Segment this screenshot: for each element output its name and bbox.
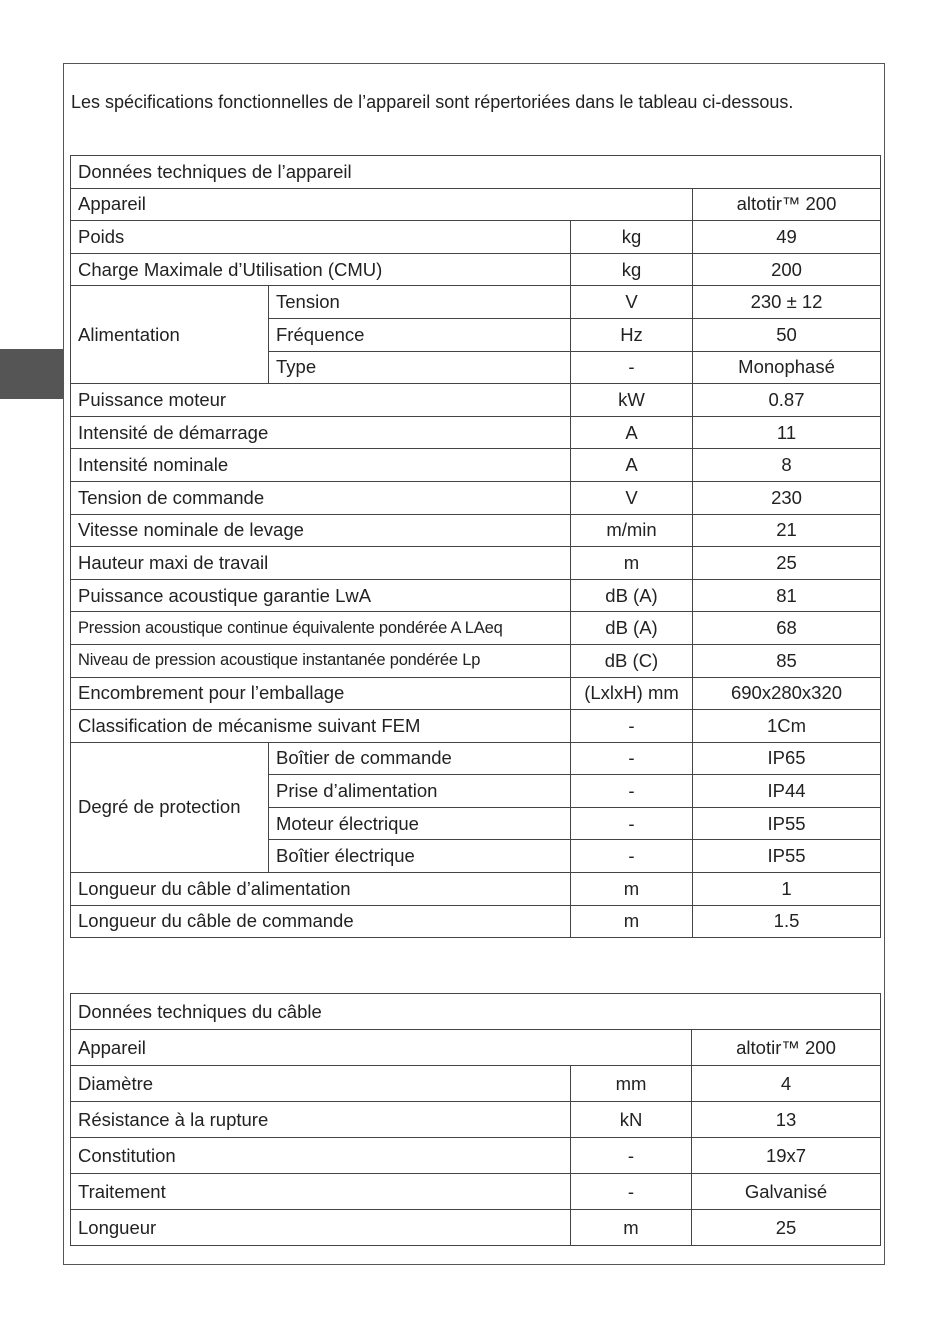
row-unit: mm bbox=[571, 1066, 692, 1102]
table-row bbox=[71, 449, 881, 482]
section-tab-marker bbox=[0, 349, 64, 399]
row-label: Tension de commande bbox=[71, 481, 571, 514]
row-unit: - bbox=[571, 807, 693, 840]
row-unit: kg bbox=[571, 221, 693, 254]
table-row bbox=[71, 416, 881, 449]
table-row bbox=[71, 677, 881, 710]
table-row bbox=[71, 481, 881, 514]
row-unit: kN bbox=[571, 1102, 692, 1138]
row-unit: - bbox=[571, 710, 693, 743]
row-unit: dB (C) bbox=[571, 644, 693, 677]
row-label: Constitution bbox=[71, 1138, 571, 1174]
row-unit: - bbox=[571, 840, 693, 873]
table-row bbox=[71, 1102, 881, 1138]
row-value: 25 bbox=[693, 547, 881, 580]
row-unit: - bbox=[571, 1138, 692, 1174]
row-unit: m bbox=[571, 547, 693, 580]
table-row bbox=[71, 612, 881, 645]
row-unit: V bbox=[571, 286, 693, 319]
row-value: IP55 bbox=[693, 840, 881, 873]
table-row bbox=[71, 1174, 881, 1210]
row-label: Charge Maximale d’Utilisation (CMU) bbox=[71, 253, 571, 286]
row-value: 19x7 bbox=[692, 1138, 881, 1174]
table-title: Données techniques du câble bbox=[71, 994, 881, 1030]
row-label: Diamètre bbox=[71, 1066, 571, 1102]
device-specs-table bbox=[70, 155, 881, 938]
row-label: Puissance moteur bbox=[71, 384, 571, 417]
header-value: altotir™ 200 bbox=[693, 188, 881, 221]
row-unit: - bbox=[571, 351, 693, 384]
row-label: Longueur du câble d’alimentation bbox=[71, 873, 571, 906]
intro-text: Les spécifications fonctionnelles de l’appareil sont répertoriées dans le tableau ci-dessous. bbox=[71, 92, 794, 112]
row-value: 200 bbox=[693, 253, 881, 286]
table-row bbox=[71, 742, 881, 775]
row-label: Longueur bbox=[71, 1210, 571, 1246]
row-unit: kW bbox=[571, 384, 693, 417]
row-label: Classification de mécanisme suivant FEM bbox=[71, 710, 571, 743]
row-label: Tension bbox=[269, 286, 571, 319]
row-unit: dB (A) bbox=[571, 579, 693, 612]
table-row bbox=[71, 384, 881, 417]
row-value: 1Cm bbox=[693, 710, 881, 743]
row-label: Type bbox=[269, 351, 571, 384]
row-unit: m/min bbox=[571, 514, 693, 547]
row-value: IP44 bbox=[693, 775, 881, 808]
row-value: 68 bbox=[693, 612, 881, 645]
table-header-row bbox=[71, 188, 881, 221]
table-row bbox=[71, 514, 881, 547]
row-label: Boîtier électrique bbox=[269, 840, 571, 873]
row-label: Intensité de démarrage bbox=[71, 416, 571, 449]
header-label: Appareil bbox=[71, 188, 693, 221]
row-value: 50 bbox=[693, 318, 881, 351]
table-title-row bbox=[71, 994, 881, 1030]
row-unit: m bbox=[571, 905, 693, 938]
row-value: 13 bbox=[692, 1102, 881, 1138]
row-unit: Hz bbox=[571, 318, 693, 351]
table-row bbox=[71, 873, 881, 906]
table-title-row bbox=[71, 156, 881, 189]
table-row bbox=[71, 644, 881, 677]
row-value: 81 bbox=[693, 579, 881, 612]
row-label: Longueur du câble de commande bbox=[71, 905, 571, 938]
group-label-protection: Degré de protection bbox=[71, 742, 269, 872]
row-unit: - bbox=[571, 1174, 692, 1210]
row-value: 4 bbox=[692, 1066, 881, 1102]
row-label: Boîtier de commande bbox=[269, 742, 571, 775]
row-label: Fréquence bbox=[269, 318, 571, 351]
row-label: Prise d’alimentation bbox=[269, 775, 571, 808]
table-row bbox=[71, 253, 881, 286]
row-unit: A bbox=[571, 416, 693, 449]
header-value: altotir™ 200 bbox=[692, 1030, 881, 1066]
row-label: Hauteur maxi de travail bbox=[71, 547, 571, 580]
row-unit: - bbox=[571, 775, 693, 808]
table-row bbox=[71, 547, 881, 580]
table-header-row bbox=[71, 1030, 881, 1066]
row-label: Intensité nominale bbox=[71, 449, 571, 482]
row-value: 85 bbox=[693, 644, 881, 677]
row-label: Vitesse nominale de levage bbox=[71, 514, 571, 547]
row-value: 49 bbox=[693, 221, 881, 254]
row-value: 230 ± 12 bbox=[693, 286, 881, 319]
row-label: Résistance à la rupture bbox=[71, 1102, 571, 1138]
header-label: Appareil bbox=[71, 1030, 692, 1066]
row-value: 25 bbox=[692, 1210, 881, 1246]
row-value: Monophasé bbox=[693, 351, 881, 384]
table-row bbox=[71, 1138, 881, 1174]
row-label: Niveau de pression acoustique instantanée pondérée Lp bbox=[71, 644, 571, 677]
row-label: Traitement bbox=[71, 1174, 571, 1210]
row-value: 1 bbox=[693, 873, 881, 906]
table-row bbox=[71, 579, 881, 612]
row-label: Pression acoustique continue équivalente pondérée A LAeq bbox=[71, 612, 571, 645]
row-value: 8 bbox=[693, 449, 881, 482]
row-unit: (LxlxH) mm bbox=[571, 677, 693, 710]
table-row bbox=[71, 1066, 881, 1102]
table-row bbox=[71, 221, 881, 254]
group-label-supply: Alimentation bbox=[71, 286, 269, 384]
table-title: Données techniques de l’appareil bbox=[71, 156, 881, 189]
row-value: 11 bbox=[693, 416, 881, 449]
cable-specs-table bbox=[70, 993, 881, 1246]
row-value: 0.87 bbox=[693, 384, 881, 417]
row-unit: dB (A) bbox=[571, 612, 693, 645]
row-value: 230 bbox=[693, 481, 881, 514]
table-row bbox=[71, 905, 881, 938]
row-unit: m bbox=[571, 873, 693, 906]
table-row bbox=[71, 710, 881, 743]
row-label: Moteur électrique bbox=[269, 807, 571, 840]
row-unit: m bbox=[571, 1210, 692, 1246]
row-unit: V bbox=[571, 481, 693, 514]
row-unit: A bbox=[571, 449, 693, 482]
row-unit: - bbox=[571, 742, 693, 775]
row-unit: kg bbox=[571, 253, 693, 286]
row-value: Galvanisé bbox=[692, 1174, 881, 1210]
table-row bbox=[71, 286, 881, 319]
row-value: 21 bbox=[693, 514, 881, 547]
table-row bbox=[71, 1210, 881, 1246]
row-value: IP65 bbox=[693, 742, 881, 775]
row-label: Poids bbox=[71, 221, 571, 254]
row-label: Encombrement pour l’emballage bbox=[71, 677, 571, 710]
row-value: 690x280x320 bbox=[693, 677, 881, 710]
row-label: Puissance acoustique garantie LwA bbox=[71, 579, 571, 612]
row-value: 1.5 bbox=[693, 905, 881, 938]
row-value: IP55 bbox=[693, 807, 881, 840]
